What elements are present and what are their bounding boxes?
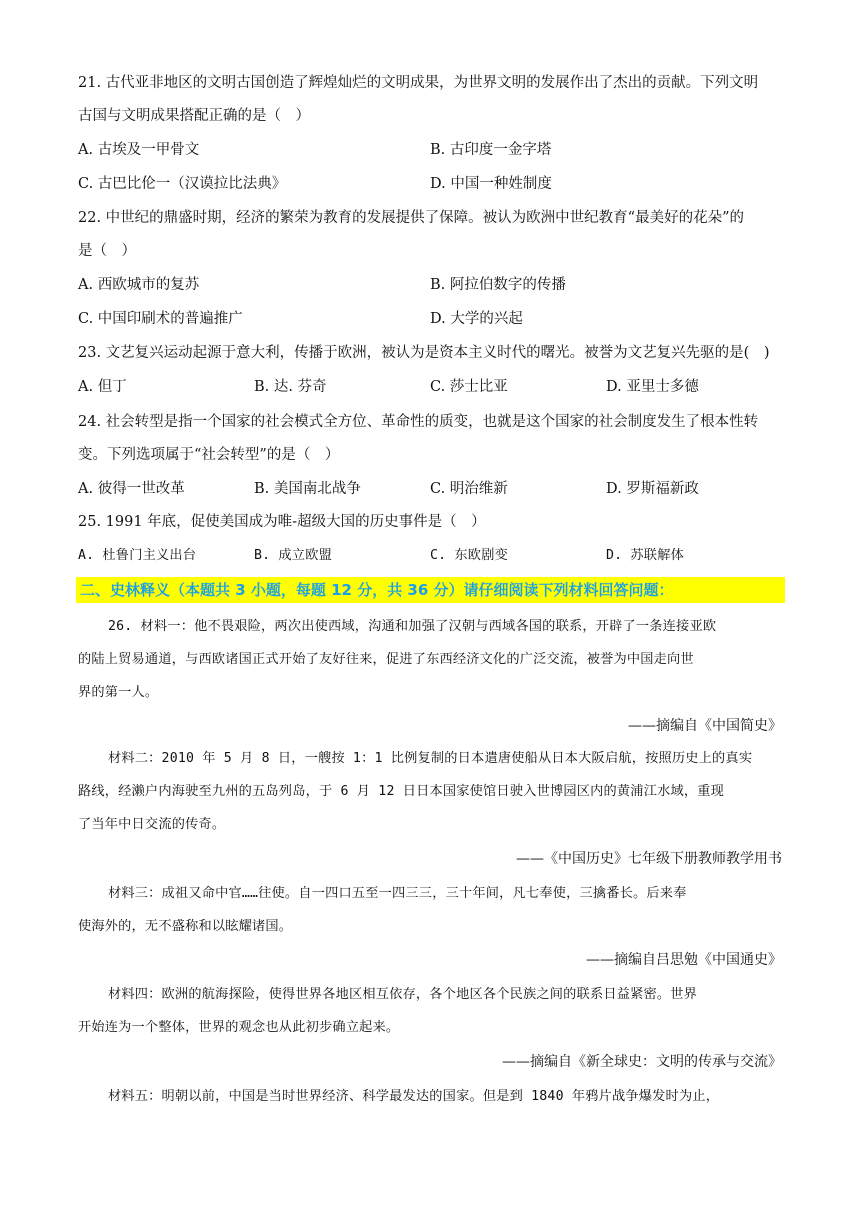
q26-material1-source: ——摘编自《中国简史》 [628, 718, 782, 734]
q24-stem-line1: 24. 社会转型是指一个国家的社会模式全方位、革命性的质变，也就是这个国家的社会制度发生了根本性转 [78, 414, 759, 430]
q26-material2-line2: 路线，经濑户内海驶至九州的五岛列岛，于 6 月 12 日日本国家使馆日驶入世博园区内的黄浦江水域，重现 [78, 784, 725, 799]
q23-option-d: D. 亚里士多德 [606, 379, 699, 395]
q21-stem-line2: 古国与文明成果搭配正确的是（ ） [78, 108, 310, 124]
q26-material2-source: ——《中国历史》七年级下册教师教学用书 [516, 851, 782, 867]
q23-stem: 23. 文艺复兴运动起源于意大利，传播于欧洲，被认为是资本主义时代的曙光。被誉为文艺复兴先驱的是( ) [78, 345, 770, 361]
section-2-heading: 二、史林释义（本题共 3 小题，每题 12 分，共 36 分）请仔细阅读下列材料回答问题： [80, 581, 674, 599]
q25-option-d: D. 苏联解体 [606, 548, 684, 563]
q23-option-b: B. 达. 芬奇 [254, 379, 327, 395]
q26-material3-line1: 材料三：成祖又命中官……往使。自一四口五至一四三三，三十年间，凡七奉使，三擒番长。后来奉 [108, 886, 687, 901]
q26-material3-source: ——摘编自吕思勉《中国通史》 [586, 952, 782, 968]
q24-option-a: A. 彼得一世改革 [78, 481, 185, 497]
q21-option-a: A. 古埃及一甲骨文 [78, 142, 200, 158]
q24-option-d: D. 罗斯福新政 [606, 481, 699, 497]
q25-stem: 25. 1991 年底，促使美国成为唯-超级大国的历史事件是（ ） [78, 514, 486, 530]
q22-option-a: A. 西欧城市的复苏 [78, 277, 200, 293]
q21-option-d: D. 中国一种姓制度 [430, 176, 552, 192]
q26-material4-line2: 开始连为一个整体，世界的观念也从此初步确立起来。 [78, 1020, 400, 1035]
q21-option-c: C. 古巴比伦一（汉谟拉比法典》 [78, 176, 287, 192]
q26-material4-line1: 材料四：欧洲的航海探险，使得世界各地区相互依存，各个地区各个民族之间的联系日益紧密。世界 [108, 987, 698, 1002]
q23-option-a: A. 但丁 [78, 379, 127, 395]
q26-material2-line3: 了当年中日交流的传奇。 [78, 817, 226, 832]
q26-material1-line1: 26. 材料一：他不畏艰险，两次出使西域，沟通和加强了汉朝与西域各国的联系，开辟了一条连接亚欧 [108, 619, 717, 634]
q22-option-c: C. 中国印刷术的普遍推广 [78, 311, 243, 327]
q25-option-b: B. 成立欧盟 [254, 548, 332, 563]
q26-material1-line2: 的陆上贸易通道，与西欧诸国正式开始了友好往来，促进了东西经济文化的广泛交流，被誉为中国走向世 [78, 652, 694, 667]
q26-material1-line3: 界的第一人。 [78, 685, 159, 700]
q24-option-b: B. 美国南北战争 [254, 481, 361, 497]
q26-material5-line1: 材料五：明朝以前，中国是当时世界经济、科学最发达的国家。但是到 1840 年鸦片战争爆发时为止， [108, 1089, 720, 1104]
q21-option-b: B. 古印度一金字塔 [430, 142, 552, 158]
q22-option-b: B. 阿拉伯数字的传播 [430, 277, 566, 293]
q23-option-c: C. 莎士比亚 [430, 379, 508, 395]
q24-stem-line2: 变。下列选项属于“社会转型”的是（ ） [78, 447, 340, 463]
q22-option-d: D. 大学的兴起 [430, 311, 523, 327]
q26-material3-line2: 使海外的，无不盛称和以眩耀诸国。 [78, 919, 293, 934]
q24-option-c: C. 明治维新 [430, 481, 508, 497]
q21-stem-line1: 21. 古代亚非地区的文明古国创造了辉煌灿烂的文明成果，为世界文明的发展作出了杰出的贡献。下列文明 [78, 75, 759, 91]
q25-option-a: A. 杜鲁门主义出台 [78, 548, 197, 563]
q25-option-c: C. 东欧剧变 [430, 548, 508, 563]
q22-stem-line2: 是（ ） [78, 243, 136, 259]
q26-material4-source: ——摘编自《新全球史：文明的传承与交流》 [502, 1054, 782, 1070]
q26-material2-line1: 材料二：2010 年 5 月 8 日，一艘按 1：1 比例复制的日本遣唐使船从日本大阪启航，按照历史上的真实 [108, 751, 753, 766]
q22-stem-line1: 22. 中世纪的鼎盛时期，经济的繁荣为教育的发展提供了保障。被认为欧洲中世纪教育“最美好的花朵”的 [78, 210, 744, 226]
